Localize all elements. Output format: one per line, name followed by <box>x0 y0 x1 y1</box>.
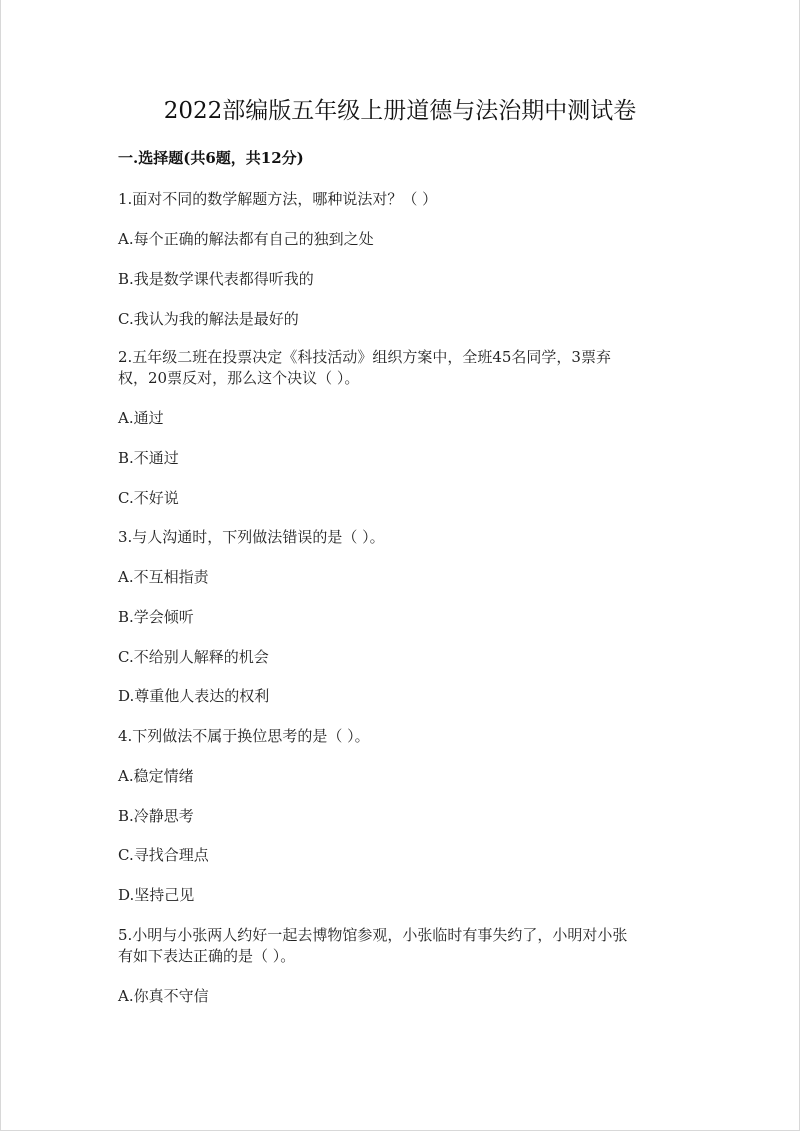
question-3-option-d[interactable]: D.尊重他人表达的权利 <box>118 687 270 705</box>
question-5-stem-line-2: 有如下表达正确的是（ ）。 <box>118 947 296 965</box>
question-5-stem-line-1: 5.小明与小张两人约好一起去博物馆参观，小张临时有事失约了，小明对小张 <box>118 926 628 944</box>
question-4-option-b[interactable]: B.冷静思考 <box>118 807 194 825</box>
question-2-option-a[interactable]: A.通过 <box>118 409 164 427</box>
question-2-option-b[interactable]: B.不通过 <box>118 449 179 467</box>
question-2-option-c[interactable]: C.不好说 <box>118 489 179 507</box>
question-1-option-b[interactable]: B.我是数学课代表都得听我的 <box>118 270 314 288</box>
question-4-option-d[interactable]: D.坚持己见 <box>118 886 195 904</box>
question-4-stem: 4.下列做法不属于换位思考的是（ ）。 <box>118 727 370 745</box>
question-5-option-a[interactable]: A.你真不守信 <box>118 987 209 1005</box>
question-1-option-a[interactable]: A.每个正确的解法都有自己的独到之处 <box>118 230 374 248</box>
question-3-stem: 3.与人沟通时，下列做法错误的是（ ）。 <box>118 528 385 546</box>
question-3-option-b[interactable]: B.学会倾听 <box>118 608 194 626</box>
question-4-option-c[interactable]: C.寻找合理点 <box>118 846 209 864</box>
question-4-option-a[interactable]: A.稳定情绪 <box>118 767 194 785</box>
section-header: 一.选择题(共6题，共12分) <box>118 149 304 167</box>
question-2-stem-line-1: 2.五年级二班在投票决定《科技活动》组织方案中，全班45名同学，3票弃 <box>118 348 611 366</box>
question-3-option-a[interactable]: A.不互相指责 <box>118 568 209 586</box>
question-3-option-c[interactable]: C.不给别人解释的机会 <box>118 648 269 666</box>
document-title: 2022部编版五年级上册道德与法治期中测试卷 <box>163 98 637 124</box>
question-2-stem-line-2: 权，20票反对，那么这个决议（ ）。 <box>118 369 360 387</box>
question-1-option-c[interactable]: C.我认为我的解法是最好的 <box>118 310 299 328</box>
question-1-stem: 1.面对不同的数学解题方法，哪种说法对？（ ） <box>118 190 438 208</box>
